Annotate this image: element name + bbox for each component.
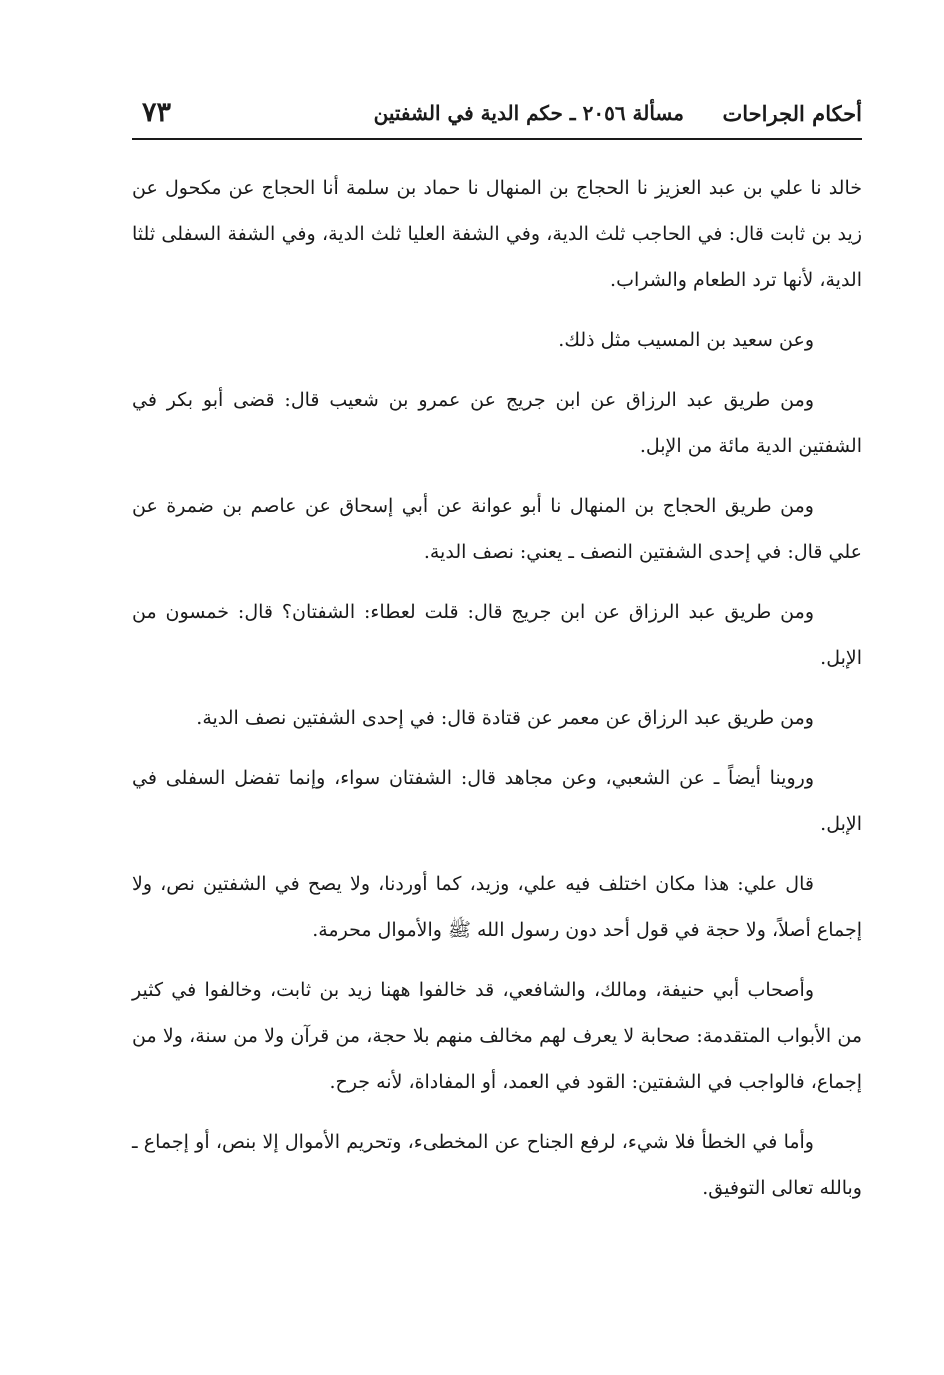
page-number: ٧٣: [142, 97, 172, 128]
book-title: أحكام الجراحات: [722, 101, 862, 126]
running-header: [132, 95, 862, 137]
paragraph: ومن طريق الحجاج بن المنهال نا أبو عوانة عن أبي إسحاق عن عاصم بن ضمرة عن علي قال: في إحدى الشفتين النصف ـ يعني: نصف الدية.: [132, 495, 862, 563]
paragraph: وأصحاب أبي حنيفة، ومالك، والشافعي، قد خالفوا ههنا زيد بن ثابت، وخالفوا في كثير من الأبواب المتقدمة: صحابة لا يعرف لهم مخالف منهم بلا حجة، من قرآن ولا من سنة، ولا من إجماع، فالواجب في الشفتين: القود في العمد، أو المفاداة، لأنه جرح.: [132, 979, 862, 1093]
paragraph: ومن طريق عبد الرزاق عن ابن جريج عن عمرو بن شعيب قال: قضى أبو بكر في الشفتين الدية مائة من الإبل.: [132, 389, 862, 457]
paragraph: ومن طريق عبد الرزاق عن معمر عن قتادة قال: في إحدى الشفتين نصف الدية.: [196, 707, 814, 729]
body-text: [132, 165, 862, 1225]
paragraph: ومن طريق عبد الرزاق عن ابن جريج قال: قلت لعطاء: الشفتان؟ قال: خمسون من الإبل.: [132, 601, 862, 669]
paragraph: قال علي: هذا مكان اختلف فيه علي، وزيد، كما أوردنا، ولا يصح في الشفتين نص، ولا إجماع أصلاً، ولا حجة في قول أحد دون رسول الله ﷺ والأموال محرمة.: [132, 873, 862, 941]
paragraph: وروينا أيضاً ـ عن الشعبي، وعن مجاهد قال: الشفتان سواء، وإنما تفضل السفلى في الإبل.: [132, 767, 862, 835]
paragraph: خالد نا علي بن عبد العزيز نا الحجاج بن المنهال نا حماد بن سلمة أنا الحجاج عن مكحول عن زيد بن ثابت قال: في الحاجب ثلث الدية، وفي الشفة العليا ثلث الدية، وفي الشفة السفلى ثلثا الدية، لأنها ترد الطعام والشراب.: [132, 177, 862, 291]
paragraph: وأما في الخطأ فلا شيء، لرفع الجناح عن المخطىء، وتحريم الأموال إلا بنص، أو إجماع ـ وبالله تعالى التوفيق.: [132, 1131, 862, 1199]
paragraph: وعن سعيد بن المسيب مثل ذلك.: [558, 329, 814, 351]
header-divider: [132, 138, 862, 140]
issue-title: مسألة ٢٠٥٦ ـ حكم الدية في الشفتين: [373, 101, 684, 125]
